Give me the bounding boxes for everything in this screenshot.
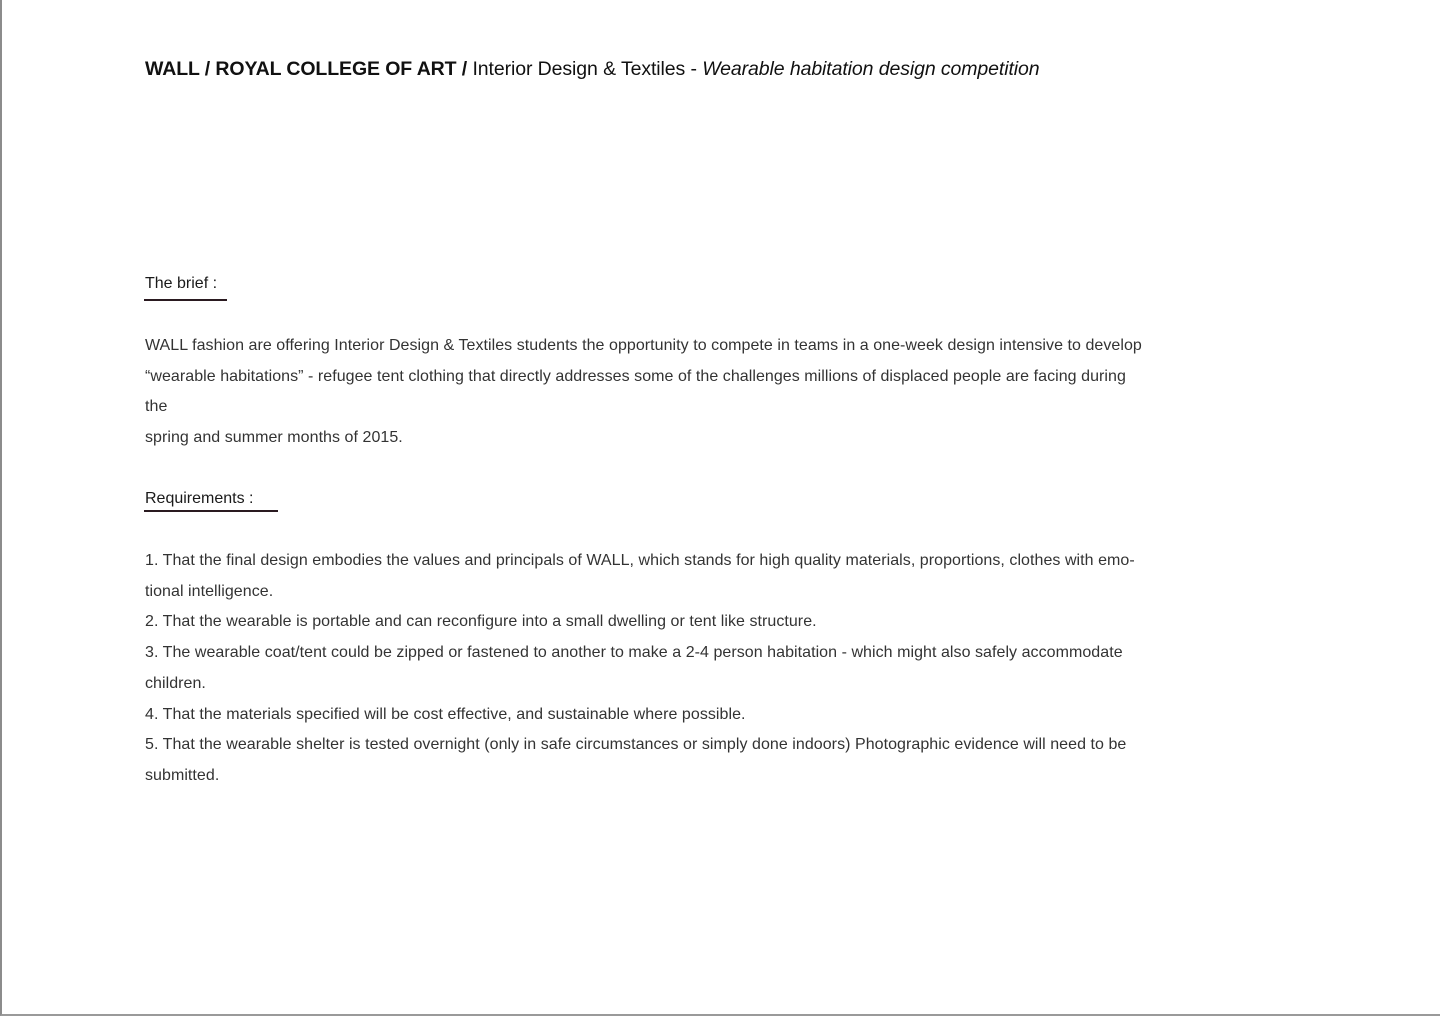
requirement-line: 4. That the materials specified will be cost effective, and sustainable where possible.	[145, 705, 746, 723]
requirement-line: 1. That the final design embodies the values and principals of WALL, which stands for high quality materials, proportions, clothes with emo-	[145, 552, 1135, 569]
brief-line: spring and summer months of 2015.	[145, 429, 403, 447]
document-header	[145, 58, 1040, 81]
requirement-line: 3. The wearable coat/tent could be zipped or fastened to another to make a 2-4 person habitation - which might also safely accommodate	[145, 644, 1123, 662]
brief-line: “wearable habitations” - refugee tent clothing that directly addresses some of the challenges millions of displaced people are facing during	[145, 367, 1126, 385]
requirements-list	[145, 546, 1215, 792]
header-department: Interior Design & Textiles -	[467, 58, 703, 80]
requirement-line: children.	[145, 674, 206, 692]
requirement-line: 2. That the wearable is portable and can reconfigure into a small dwelling or tent like structure.	[145, 613, 817, 631]
header-competition-title: Wearable habitation design competition	[702, 58, 1040, 80]
brief-heading-underline	[144, 299, 227, 301]
brief-line: the	[145, 398, 168, 416]
brief-body	[145, 331, 1215, 454]
brief-line: WALL fashion are offering Interior Design & Textiles students the opportunity to compete in teams in a one-week design intensive to develop	[145, 337, 1142, 354]
requirement-line: 5. That the wearable shelter is tested overnight (only in safe circumstances or simply done indoors) Photographic evidence will need to be	[145, 736, 1127, 754]
brief-heading: The brief :	[145, 275, 218, 292]
requirements-heading: Requirements :	[145, 490, 254, 507]
requirement-line: tional intelligence.	[145, 582, 274, 600]
requirements-heading-underline	[144, 510, 278, 512]
header-organization: WALL / ROYAL COLLEGE OF ART /	[145, 58, 468, 80]
requirement-line: submitted.	[145, 766, 220, 784]
